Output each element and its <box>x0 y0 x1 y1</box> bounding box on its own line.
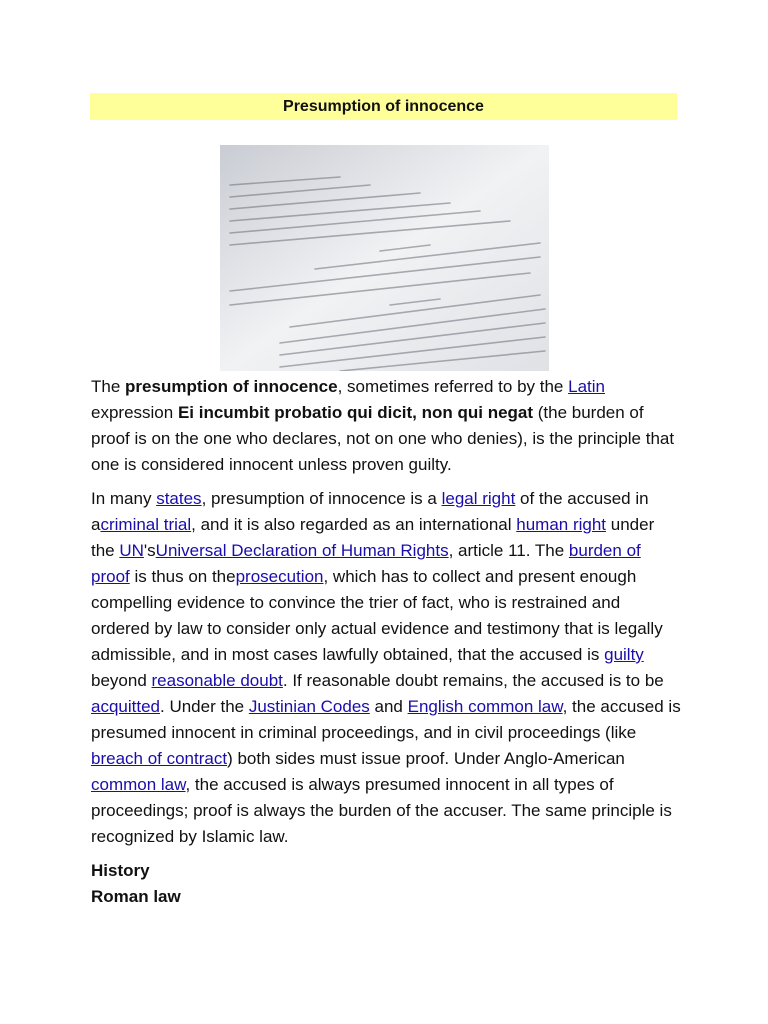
bold-term: Ei incumbit probatio qui dicit, non qui negat <box>177 403 534 422</box>
intro-paragraph <box>91 374 681 478</box>
text: , which has to collect and present enough compelling evidence to convince the trier of fact, who is restrained and ordered by law to consider only actual evidence and testimony that is legally admissible, and in most cases lawfully obtained, that the accused is <box>91 567 663 664</box>
text: of the accused in a <box>91 489 649 534</box>
link-legal-right[interactable]: legal right <box>441 489 516 508</box>
text: . If reasonable doubt remains, the accused is to be <box>282 671 664 690</box>
text: and <box>369 697 408 716</box>
link-prosecution[interactable]: prosecution <box>235 567 324 586</box>
link-justinian-codes[interactable]: Justinian Codes <box>248 697 370 716</box>
text: expression <box>91 403 178 422</box>
heading-history: History <box>91 861 150 880</box>
link-burden-of-proof[interactable]: burden of proof <box>91 541 641 586</box>
link-common-law[interactable]: common law <box>91 775 186 794</box>
text: , and it is also regarded as an international <box>191 515 517 534</box>
body-paragraph <box>91 486 681 850</box>
link-human-right[interactable]: human right <box>516 515 607 534</box>
text: , the accused is always presumed innocent in all types of proceedings; proof is always the burden of the accuser. The same principle is recognized by Islamic law. <box>91 775 672 846</box>
text: ) both sides must issue proof. Under Anglo-American <box>227 749 625 768</box>
title-bar <box>90 93 677 120</box>
text: , article 11. The <box>448 541 569 560</box>
text: is thus on the <box>129 567 236 586</box>
link-states[interactable]: states <box>156 489 202 508</box>
bold-term: presumption of innocence <box>125 377 338 396</box>
link-udhr[interactable]: Universal Declaration of Human Rights <box>155 541 449 560</box>
text: . Under the <box>160 697 249 716</box>
link-un[interactable]: UN <box>119 541 144 560</box>
link-breach-of-contract[interactable]: breach of contract <box>91 749 228 768</box>
link-latin[interactable]: Latin <box>568 377 605 396</box>
text: , the accused is presumed innocent in criminal proceedings, and in civil proceedings (like <box>91 697 681 742</box>
text: , sometimes referred to by the <box>337 377 569 396</box>
link-english-common-law[interactable]: English common law <box>407 697 563 716</box>
text: In many <box>91 489 157 508</box>
heading-roman-law: Roman law <box>91 887 181 906</box>
document-photo-icon <box>220 145 549 371</box>
article-body <box>91 374 681 910</box>
page-title: Presumption of innocence <box>283 98 484 115</box>
document-photo <box>220 145 549 371</box>
link-reasonable-doubt[interactable]: reasonable doubt <box>151 671 283 690</box>
text: (the burden of proof is on the one who declares, not on one who denies), is the principle that one is considered innocent unless proven guilty. <box>91 403 675 474</box>
text: beyond <box>91 671 152 690</box>
link-criminal-trial[interactable]: criminal trial <box>100 515 192 534</box>
text: under the <box>91 515 655 560</box>
link-acquitted[interactable]: acquitted <box>91 697 160 716</box>
link-guilty[interactable]: guilty <box>604 645 644 664</box>
text: The <box>91 377 126 396</box>
text: , presumption of innocence is a <box>201 489 442 508</box>
text: 's <box>143 541 156 560</box>
